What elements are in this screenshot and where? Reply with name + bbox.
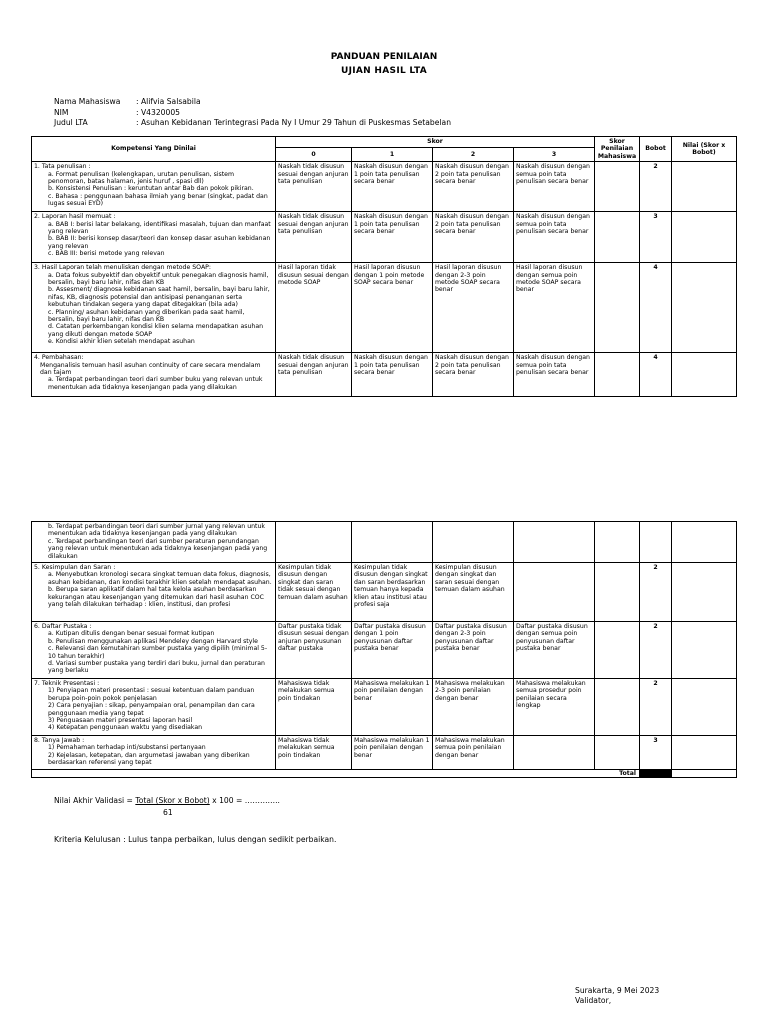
header-skor-mahasiswa: Skor Penilaian Mahasiswa bbox=[595, 137, 640, 162]
score-2-desc: Mahasiswa melakukan semua poin penilaian dengan benar bbox=[433, 736, 514, 770]
criterion-cell bbox=[32, 563, 276, 622]
doc-title: PANDUAN PENILAIAN bbox=[330, 52, 438, 62]
score-1-desc: Naskah disusun dengan 1 poin tata penulisan secara benar bbox=[352, 212, 433, 263]
criterion-item: 1) Penyiapan materi presentasi : sesuai ketentuan dalam panduan berupa poin-poin pokok penjelasan bbox=[48, 687, 255, 702]
score-1-desc: Naskah disusun dengan 1 poin tata penulisan secara benar bbox=[352, 162, 433, 212]
header-score-0: 0 bbox=[276, 147, 352, 161]
criterion-title: 1. Tata penulisan : bbox=[34, 163, 91, 171]
table-row bbox=[32, 212, 737, 263]
student-name-row bbox=[54, 97, 451, 108]
criterion-item: b. Berupa saran aplikatif dalam hal tata kelola asuhan berdasarkan kekurangan atau kesenjangan yang ditemukan dari hasil asuhan COC yang telah dilakukan terhadap : klien, institusi, dan profesi bbox=[48, 586, 264, 609]
nim-label: NIM bbox=[54, 107, 69, 117]
score-1-desc: Kesimpulan tidak disusun dengan singkat dan saran berdasarkan temuan hanya kepada klien atau institusi atau profesi saja bbox=[352, 563, 433, 622]
total-nilai-cell[interactable] bbox=[672, 770, 737, 778]
total-bobot-cell bbox=[640, 770, 672, 778]
criterion-cell bbox=[32, 263, 276, 353]
criterion-item: 1) Pemahaman terhadap inti/substansi pertanyaan bbox=[48, 744, 206, 752]
score-1-desc: Hasil laporan disusun dengan 1 poin metode SOAP secara benar bbox=[352, 263, 433, 353]
criterion-item: 4) Ketepatan penggunaan waktu yang disediakan bbox=[48, 724, 203, 732]
criterion-title: 7. Teknik Presentasi : bbox=[34, 680, 100, 687]
table-row bbox=[32, 736, 737, 770]
score-3-desc: Daftar pustaka disusun dengan semua poin penyusunan daftar pustaka benar bbox=[514, 622, 595, 679]
name-label: Nama Mahasiswa bbox=[54, 97, 121, 106]
score-0-desc: Naskah tidak disusun sesuai dengan anjuran tata penulisan bbox=[276, 162, 352, 212]
header-skor: Skor bbox=[276, 137, 595, 148]
nilai-cell[interactable] bbox=[672, 353, 737, 397]
score-0-desc: Mahasiswa tidak melakukan semua poin tindakan bbox=[276, 679, 352, 736]
criterion-item: b. BAB II: berisi konsep dasar/teori dan konsep dasar asuhan kebidanan yang relevan bbox=[48, 235, 271, 250]
name-value: : Alifvia Salsabila bbox=[136, 97, 201, 106]
header-nilai: Nilai (Skor x Bobot) bbox=[672, 137, 737, 162]
criterion-item: d. Variasi sumber pustaka yang terdiri dari buku, jurnal dan peraturan yang berlaku bbox=[48, 660, 265, 675]
criterion-cell bbox=[32, 212, 276, 263]
score-2-desc: Hasil laporan disusun dengan 2-3 poin metode SOAP secara benar bbox=[433, 263, 514, 353]
sign-role: Validator, bbox=[575, 996, 612, 1005]
score-2-desc: Mahasiswa melakukan 2-3 poin penilaian dengan benar bbox=[433, 679, 514, 736]
score-2-desc: Kesimpulan disusun dengan singkat dan saran sesuai dengan temuan dalam asuhan bbox=[433, 563, 514, 622]
criterion-title: 8. Tanya Jawab : bbox=[34, 737, 85, 744]
nilai-cell[interactable] bbox=[672, 563, 737, 622]
judul-label: Judul LTA bbox=[54, 118, 88, 127]
student-score-cell[interactable] bbox=[595, 353, 640, 397]
table-row bbox=[32, 563, 737, 622]
score-3-desc: Hasil laporan disusun dengan semua poin metode SOAP secara benar bbox=[514, 263, 595, 353]
score-3-desc: Naskah disusun dengan semua poin tata penulisan secara benar bbox=[514, 212, 595, 263]
criterion-item: 3) Penguasaan materi presentasi laporan hasil bbox=[48, 717, 193, 725]
student-score-cell[interactable] bbox=[595, 679, 640, 736]
header-score-2: 2 bbox=[433, 147, 514, 161]
criterion-item: b. Assesment/ diagnosa kebidanan saat hamil, bersalin, bayi baru lahir, nifas, KB, diagnosis potensial dan antisipasi penanganan serta kebutuhan tindakan segera yang dapat ditegakkan (bila ada) bbox=[48, 286, 270, 309]
bobot-value: 3 bbox=[640, 212, 672, 263]
score-1-desc: Naskah disusun dengan 1 poin tata penulisan secara benar bbox=[352, 353, 433, 397]
criterion-title: 5. Kesimpulan dan Saran : bbox=[34, 564, 116, 571]
criterion-cell bbox=[32, 353, 276, 397]
criterion-item: e. Kondisi akhir klien setelah mendapat asuhan bbox=[48, 338, 195, 346]
criterion-item: a. Menyebutkan kronologi secara singkat temuan data fokus, diagnosis, asuhan kebidanan, dan kondisi terakhir klien setelah mendapat asuhan. bbox=[48, 571, 272, 586]
nilai-cell[interactable] bbox=[672, 622, 737, 679]
criterion-item: 2) Cara penyajian : sikap, penyampaian oral, penampilan dan cara penggunaan media yang tepat bbox=[48, 702, 255, 717]
score-0-desc: Hasil laporan tidak disusun sesuai dengan metode SOAP bbox=[276, 263, 352, 353]
criterion-cell bbox=[32, 679, 276, 736]
criterion-item: b. Terdapat perbandingan teori dari sumber jurnal yang relevan untuk menentukan ada tidaknya kesenjangan pada yang dilakukan bbox=[48, 523, 265, 538]
bobot-value: 2 bbox=[640, 679, 672, 736]
score-2-desc: Daftar pustaka disusun dengan 2-3 poin penyusunan daftar pustaka benar bbox=[433, 622, 514, 679]
criterion-cell bbox=[32, 736, 276, 770]
nilai-cell[interactable] bbox=[672, 162, 737, 212]
criterion-item: Menganalisis temuan hasil asuhan continuity of care secara mendalam dan tajam bbox=[40, 361, 261, 377]
doc-subtitle: UJIAN HASIL LTA bbox=[341, 66, 427, 76]
score-1-desc: Mahasiswa melakukan 1 poin penilaian dengan benar bbox=[352, 679, 433, 736]
criterion-item: c. BAB III: berisi metode yang relevan bbox=[48, 250, 165, 258]
nilai-cell[interactable] bbox=[672, 679, 737, 736]
criterion-title: 6. Daftar Pustaka : bbox=[34, 623, 92, 630]
criterion-cell bbox=[32, 522, 276, 563]
table-row bbox=[32, 622, 737, 679]
formula-denominator: 61 bbox=[163, 808, 173, 817]
criterion-title: 2. Laporan hasil memuat : bbox=[34, 213, 116, 221]
student-score-cell[interactable] bbox=[595, 263, 640, 353]
student-score-cell[interactable] bbox=[595, 622, 640, 679]
score-3-desc bbox=[514, 736, 595, 770]
table-row bbox=[32, 679, 737, 736]
score-1-desc: Daftar pustaka disusun dengan 1 poin penyusunan daftar pustaka benar bbox=[352, 622, 433, 679]
bobot-value: 2 bbox=[640, 162, 672, 212]
student-judul-row bbox=[54, 118, 451, 129]
score-3-desc bbox=[514, 563, 595, 622]
criterion-item: b. Konsistensi Penulisan : keruntutan antar Bab dan pokok pikiran. bbox=[48, 185, 254, 193]
score-0-desc: Naskah tidak disusun sesuai dengan anjuran tata penulisan bbox=[276, 353, 352, 397]
total-row bbox=[32, 770, 737, 778]
criterion-item: a. BAB I: berisi latar belakang, identifikasi masalah, tujuan dan manfaat yang relevan bbox=[48, 220, 271, 236]
total-label: Total bbox=[32, 770, 640, 778]
score-0-desc: Kesimpulan tidak disusun dengan singkat dan saran tidak sesuai dengan temuan dalam asuhan bbox=[276, 563, 352, 622]
formula-numerator: Total (Skor x Bobot) bbox=[135, 796, 210, 805]
score-2-desc: Naskah disusun dengan 2 poin tata penulisan secara benar bbox=[433, 162, 514, 212]
rubric-table-continued bbox=[31, 521, 737, 778]
criterion-item: c. Terdapat perbandingan teori dari sumber peraturan perundangan yang relevan untuk menentukan ada tidaknya kesenjangan pada yang dilakukan bbox=[48, 537, 268, 560]
student-score-cell[interactable] bbox=[595, 522, 640, 563]
final-score-formula bbox=[54, 796, 280, 805]
criterion-item: 2) Kejelasan, ketepatan, dan argumetasi jawaban yang diberikan berdasarkan referensi yang tepat bbox=[48, 751, 250, 767]
judul-value: : Asuhan Kebidanan Terintegrasi Pada Ny I Umur 29 Tahun di Puskesmas Setabelan bbox=[136, 118, 452, 127]
criterion-item: c. Bahasa : penggunaan bahasa ilmiah yang benar (singkat, padat dan lugas sesuai EYD) bbox=[48, 192, 268, 208]
bobot-value: 4 bbox=[640, 353, 672, 397]
formula-prefix: Nilai Akhir Validasi = bbox=[54, 796, 136, 805]
header-kompetensi: Kompetensi Yang Dinilai bbox=[32, 137, 276, 162]
student-score-cell[interactable] bbox=[595, 212, 640, 263]
nilai-cell[interactable] bbox=[672, 736, 737, 770]
nilai-cell[interactable] bbox=[672, 522, 737, 563]
criterion-cell bbox=[32, 162, 276, 212]
table-row bbox=[32, 162, 737, 212]
criterion-title: 3. Hasil Laporan telah menuliskan dengan metode SOAP: bbox=[34, 264, 211, 272]
criterion-cell bbox=[32, 622, 276, 679]
criterion-item: a. Terdapat perbandingan teori dari sumber buku yang relevan untuk menentukan ada tidaknya kesenjangan pada yang dilakukan bbox=[48, 376, 263, 391]
criterion-title: 4. Pembahasan: bbox=[34, 354, 84, 362]
student-score-cell[interactable] bbox=[595, 736, 640, 770]
score-0-desc: Naskah tidak disusun sesuai dengan anjuran tata penulisan bbox=[276, 212, 352, 263]
table-row bbox=[32, 353, 737, 397]
bobot-value: 4 bbox=[640, 263, 672, 353]
criterion-item: a. Data fokus subyektif dan obyektif untuk penegakan diagnosis hamil, bersalin, bayi baru lahir, nifas dan KB bbox=[48, 271, 269, 287]
score-0-desc: Mahasiswa tidak melakukan semua poin tindakan bbox=[276, 736, 352, 770]
score-2-desc: Naskah disusun dengan 2 poin tata penulisan secara benar bbox=[433, 212, 514, 263]
nilai-cell[interactable] bbox=[672, 263, 737, 353]
header-score-1: 1 bbox=[352, 147, 433, 161]
criterion-item: a. Format penulisan (kelengkapan, urutan penulisan, sistem penomoran, batas halaman, jenis huruf , spasi dll) bbox=[48, 170, 235, 186]
criterion-item: c. Planning/ asuhan kebidanan yang diberikan pada saat hamil, bersalin, bayi baru lahir, nifas dan KB bbox=[48, 308, 245, 324]
nim-value: : V4320005 bbox=[136, 107, 180, 117]
formula-suffix: x 100 = ………….. bbox=[209, 796, 280, 805]
criterion-item: b. Penulisan menggunakan aplikasi Mendeley dengan Harvard style bbox=[48, 637, 258, 645]
table-row bbox=[32, 263, 737, 353]
score-3-desc: Naskah disusun dengan semua poin tata penulisan secara benar bbox=[514, 162, 595, 212]
student-info bbox=[54, 97, 451, 129]
score-3-desc: Naskah disusun dengan semua poin tata penulisan secara benar bbox=[514, 353, 595, 397]
criterion-item: a. Kutipan ditulis dengan benar sesuai format kutipan bbox=[48, 630, 215, 638]
nilai-cell[interactable] bbox=[672, 212, 737, 263]
criterion-item: c. Relevansi dan kemutahiran sumber pustaka yang dipilih (minimal 5-10 tahun terakhir) bbox=[48, 645, 268, 660]
rubric-table bbox=[31, 136, 737, 397]
score-3-desc: Mahasiswa melakukan semua prosedur poin penilaian secara lengkap bbox=[514, 679, 595, 736]
bobot-value: 2 bbox=[640, 622, 672, 679]
signature-block bbox=[575, 986, 659, 1006]
bobot-value: 3 bbox=[640, 736, 672, 770]
header-bobot: Bobot bbox=[640, 137, 672, 162]
student-nim-row bbox=[54, 108, 451, 119]
table-row bbox=[32, 522, 737, 563]
student-score-cell[interactable] bbox=[595, 563, 640, 622]
header-score-3: 3 bbox=[514, 147, 595, 161]
sign-place-date: Surakarta, 9 Mei 2023 bbox=[575, 986, 660, 995]
bobot-value: 2 bbox=[640, 563, 672, 622]
score-2-desc: Naskah disusun dengan 2 poin tata penulisan secara benar bbox=[433, 353, 514, 397]
score-0-desc: Daftar pustaka tidak disusun sesuai dengan anjuran penyusunan daftar pustaka bbox=[276, 622, 352, 679]
graduation-criteria: Kriteria Kelulusan : Lulus tanpa perbaikan, lulus dengan sedikit perbaikan. bbox=[54, 835, 337, 844]
score-1-desc: Mahasiswa melakukan 1 poin penilaian dengan benar bbox=[352, 736, 433, 770]
criterion-item: d. Catatan perkembangan kondisi klien selama mendapatkan asuhan yang dikuti dengan metode SOAP bbox=[48, 323, 264, 338]
student-score-cell[interactable] bbox=[595, 162, 640, 212]
